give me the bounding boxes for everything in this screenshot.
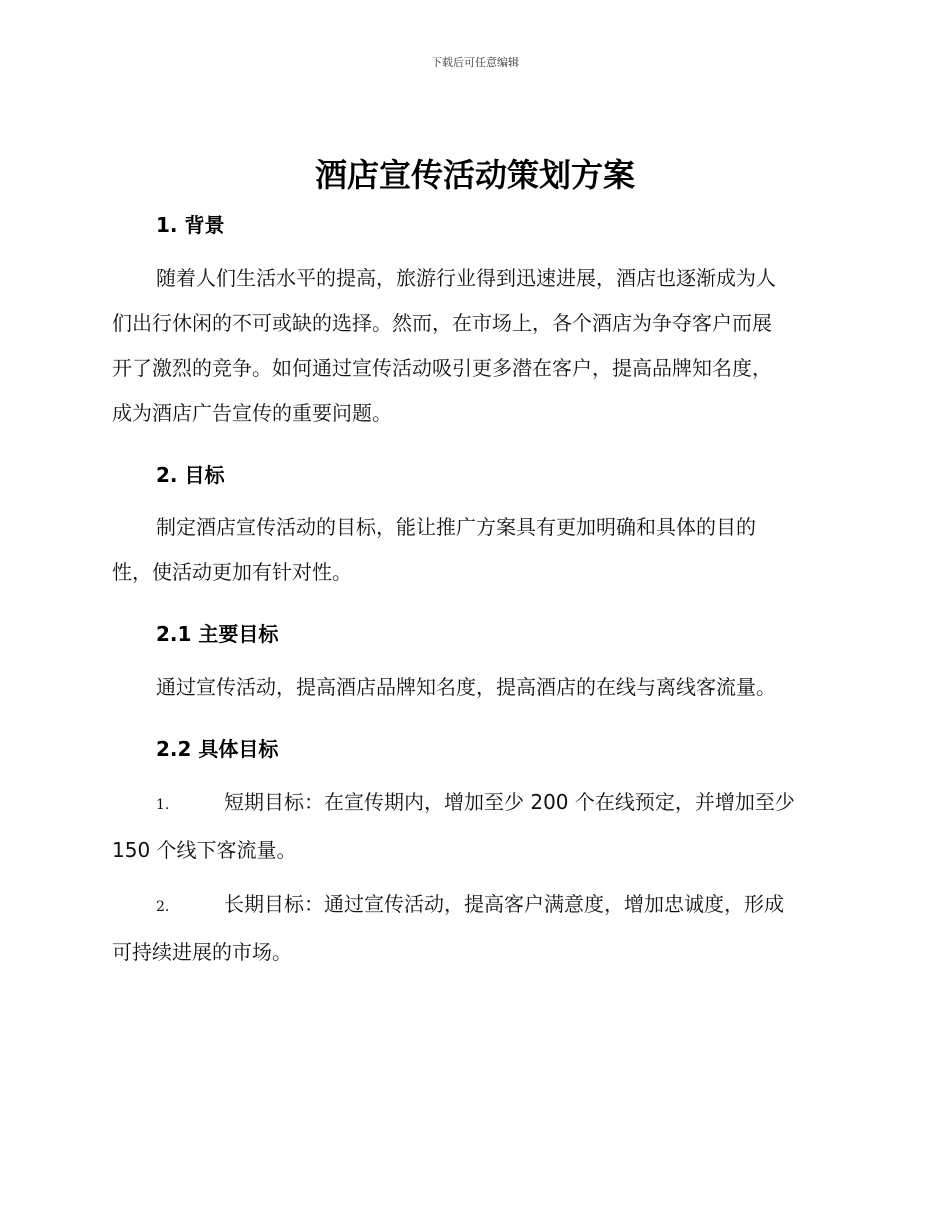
section-heading-specific-goals: 2.2 具体目标 [156,737,279,761]
paragraph-text: 制定酒店宣传活动的目标，能让推广方案具有更加明确和具体的目的 [156,515,756,539]
list-item [112,780,832,873]
paragraph-line: 性，使活动更加有针对性。 [112,560,352,584]
page-header-note: 下载后可任意编辑 [431,56,519,69]
main-goal-paragraph [112,665,832,710]
list-item-text: 短期目标：在宣传期内，增加至少 200 个在线预定，并增加至少 [224,790,795,814]
list-item-line [112,882,832,930]
paragraph-line: 们出行休闲的不可或缺的选择。然而，在市场上，各个酒店为争夺客户而展 [112,311,772,335]
paragraph-text: 通过宣传活动，提高酒店品牌知名度，提高酒店的在线与离线客流量。 [156,675,776,699]
paragraph-line [112,256,832,301]
paragraph-text: 随着人们生活水平的提高，旅游行业得到迅速进展，酒店也逐渐成为人 [156,266,776,290]
document-title: 酒店宣传活动策划方案 [314,156,635,194]
background-paragraph [112,256,832,436]
list-item-line: 150 个线下客流量。 [112,838,297,862]
list-item-line: 可持续进展的市场。 [112,940,292,964]
paragraph-line: 成为酒店广告宣传的重要问题。 [112,401,392,425]
section-heading-main-goal: 2.1 主要目标 [156,622,279,646]
paragraph-line [112,665,832,710]
list-item-text: 长期目标：通过宣传活动，提高客户满意度，增加忠诚度，形成 [224,892,784,916]
paragraph-line: 开了激烈的竞争。如何通过宣传活动吸引更多潜在客户，提高品牌知名度， [112,356,772,380]
list-item [112,882,832,975]
section-heading-background: 1. 背景 [156,213,225,237]
list-number: 2. [156,899,170,915]
list-item-line [112,780,832,828]
paragraph-line [112,505,832,550]
list-number: 1. [156,797,170,813]
goals-paragraph [112,505,832,595]
section-heading-goals: 2. 目标 [156,463,225,487]
